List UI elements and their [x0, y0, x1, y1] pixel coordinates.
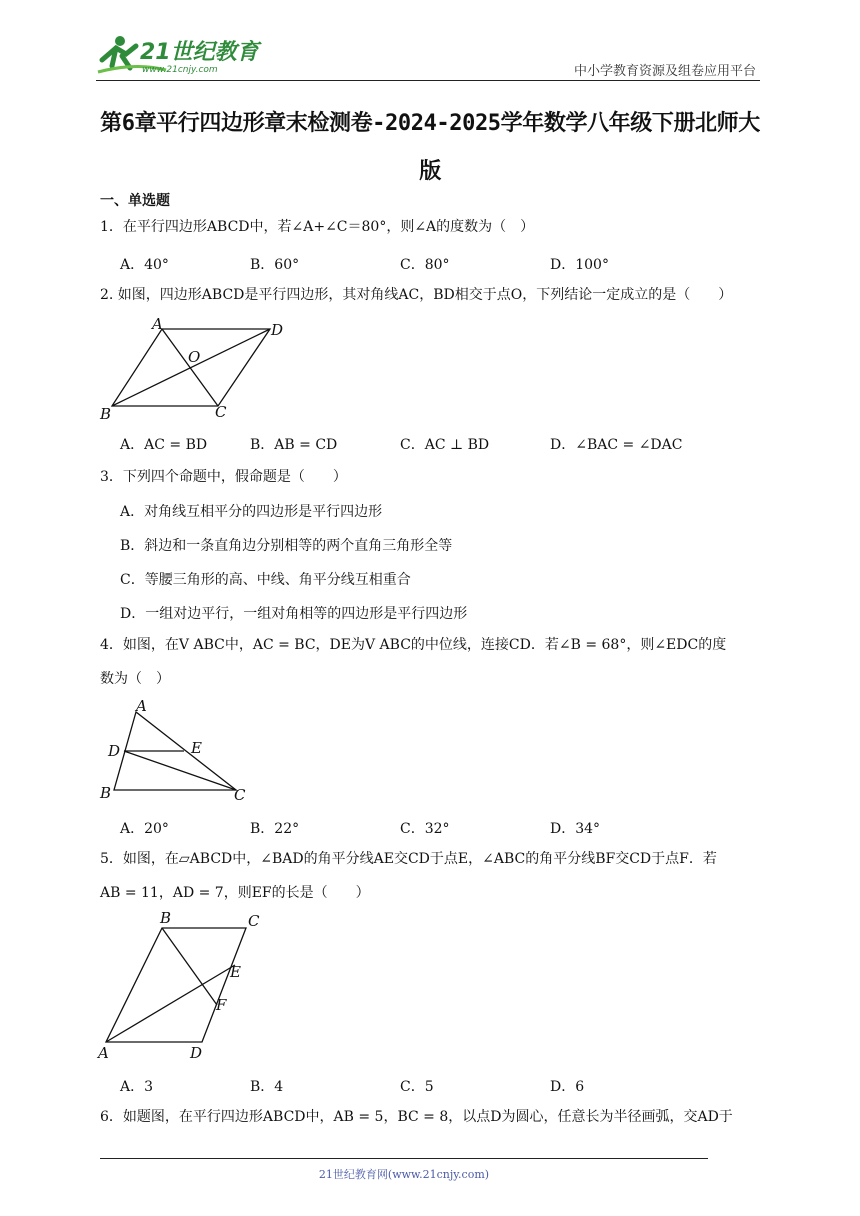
option-a: A．40° [120, 257, 169, 273]
header-rule [96, 80, 760, 81]
question-1-stem: 1．在平行四边形ABCD中，若∠A+∠C＝80°，则∠A的度数为（ ） [100, 219, 535, 235]
question-1-options [120, 254, 760, 278]
option-d: D．6 [550, 1079, 585, 1095]
option-c: C．AC ⊥ BD [400, 437, 490, 453]
option-b: B．4 [250, 1079, 284, 1095]
question-6-stem: 6．如题图，在平行四边形ABCD中，AB = 5，BC = 8，以点D为圆心，任意长为半径画弧，交AD于 [100, 1109, 733, 1125]
label-c: C [248, 912, 260, 930]
question-5-stem-line-2: AB = 11，AD = 7，则EF的长是（ ） [100, 885, 370, 901]
option-c: C．32° [400, 821, 450, 837]
logo-sub-text: www.21cnjy.com [142, 65, 218, 75]
label-a: A [136, 697, 147, 715]
question-2-options [120, 434, 760, 458]
parallelogram-bisector-figure [96, 906, 276, 1066]
footer-rule [100, 1158, 708, 1159]
site-logo [96, 32, 266, 76]
parallelogram-outline [106, 928, 246, 1042]
option-d: D．100° [550, 257, 609, 273]
option-b: B．22° [250, 821, 300, 837]
option-a: A．对角线互相平分的四边形是平行四边形 [120, 504, 383, 520]
label-b: B [160, 909, 172, 927]
page-title: 第6章平行四边形章末检测卷-2024-2025学年数学八年级下册北师大版 [100, 111, 760, 184]
triangle-figure [96, 696, 256, 808]
bisector-bf [162, 928, 217, 1005]
diagonal-bd [112, 329, 270, 406]
footer-text[interactable]: 21世纪教育网(www.21cnjy.com) [318, 1168, 490, 1181]
question-5-options [120, 1076, 760, 1100]
label-a: A [152, 315, 163, 333]
option-a: A．AC = BD [120, 437, 208, 453]
label-a: A [98, 1044, 109, 1062]
option-c: C．5 [400, 1079, 434, 1095]
option-a: A．20° [120, 821, 169, 837]
label-d: D [108, 742, 121, 760]
question-4-stem-line-2: 数为（ ） [100, 671, 170, 687]
label-c: C [215, 403, 227, 421]
label-d: D [190, 1044, 203, 1062]
label-d: D [271, 321, 284, 339]
option-d: D．∠BAC = ∠DAC [550, 437, 683, 453]
option-d: D．34° [550, 821, 601, 837]
question-5-stem-line-1: 5．如图，在▱ABCD中，∠BAD的角平分线AE交CD于点E，∠ABC的角平分线BF交CD于点F．若 [100, 851, 717, 867]
label-f: F [216, 996, 227, 1014]
question-4-options [120, 818, 760, 842]
question-2-stem: 2. 如图，四边形ABCD是平行四边形，其对角线AC，BD相交于点O，下列结论一定成立的是（ ） [100, 287, 733, 303]
label-c: C [234, 786, 246, 804]
parallelogram-figure [96, 314, 296, 424]
option-b: B．斜边和一条直角边分别相等的两个直角三角形全等 [120, 538, 453, 554]
question-4-stem-line-1: 4．如图，在V ABC中，AC = BC，DE为V ABC的中位线，连接CD．若∠B = 68°，则∠EDC的度 [100, 637, 727, 653]
option-c: C．80° [400, 257, 450, 273]
label-e: E [230, 963, 241, 981]
header-platform-text: 中小学教育资源及组卷应用平台 [573, 64, 756, 79]
label-b: B [100, 405, 112, 423]
label-b: B [100, 784, 112, 802]
label-e: E [191, 739, 202, 757]
label-o: O [188, 348, 201, 366]
question-3-stem: 3．下列四个命题中，假命题是（ ） [100, 469, 347, 485]
section-heading: 一、单选题 [100, 193, 170, 209]
option-b: B．AB = CD [250, 437, 338, 453]
option-b: B．60° [250, 257, 300, 273]
option-c: C．等腰三角形的高、中线、角平分线互相重合 [120, 572, 411, 588]
segment-cd [124, 751, 236, 790]
option-a: A．3 [120, 1079, 154, 1095]
option-d: D．一组对边平行，一组对角相等的四边形是平行四边形 [120, 606, 468, 622]
logo-main-text: 21世纪教育 [140, 40, 259, 65]
